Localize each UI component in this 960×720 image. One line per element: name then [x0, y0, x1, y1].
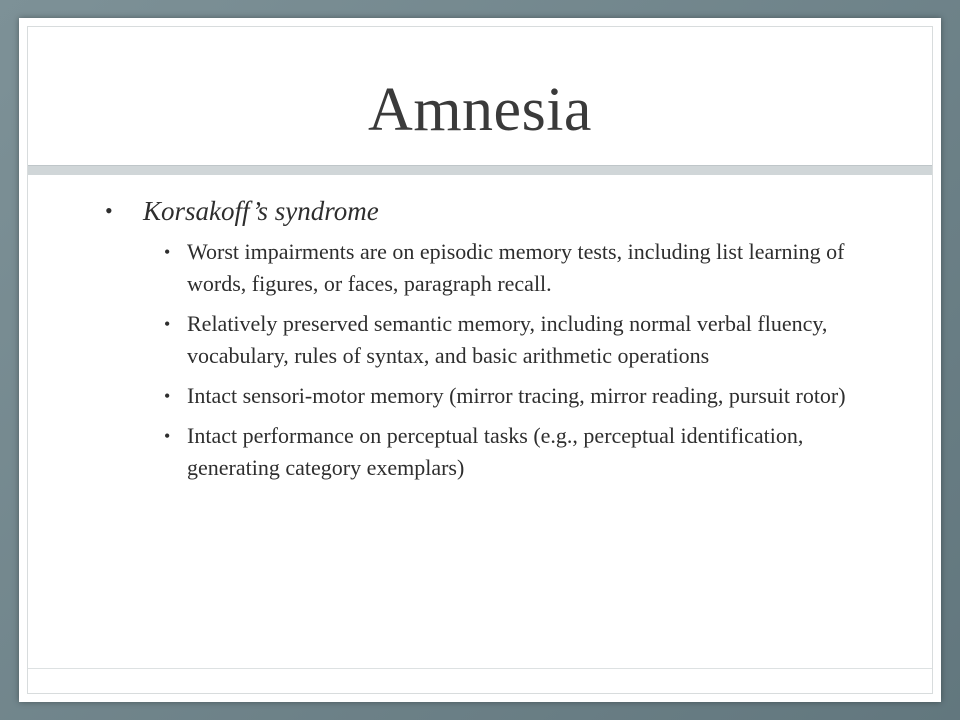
- bullet-icon: •: [105, 198, 113, 223]
- sub-bullet-item: [103, 308, 893, 372]
- slide: [19, 18, 941, 702]
- slide-title: Amnesia: [368, 76, 592, 144]
- bullet-icon: •: [164, 314, 171, 334]
- bullet-main-text: Korsakoff’s syndrome: [143, 196, 379, 226]
- sub-bullet-item: [103, 236, 893, 300]
- bullet-main: [103, 190, 893, 232]
- sub-bullet-text: Intact sensori-motor memory (mirror tracing, mirror reading, pursuit rotor): [187, 383, 846, 408]
- footer-divider: [28, 668, 932, 669]
- bullet-icon: •: [164, 386, 171, 406]
- title-area: [28, 27, 932, 168]
- bullet-icon: •: [164, 426, 171, 446]
- bullet-icon: •: [164, 242, 171, 262]
- sub-bullet-list: [103, 236, 893, 484]
- sub-bullet-item: [103, 380, 893, 412]
- title-divider-band: [28, 166, 932, 175]
- sub-bullet-text: Worst impairments are on episodic memory tests, including list learning of words, figures, or faces, paragraph recall.: [187, 239, 845, 296]
- slide-content: [103, 190, 893, 492]
- sub-bullet-item: [103, 420, 893, 484]
- sub-bullet-text: Relatively preserved semantic memory, including normal verbal fluency, vocabulary, rules of syntax, and basic arithmetic operations: [187, 311, 828, 368]
- sub-bullet-text: Intact performance on perceptual tasks (e.g., perceptual identification, generating category exemplars): [187, 423, 804, 480]
